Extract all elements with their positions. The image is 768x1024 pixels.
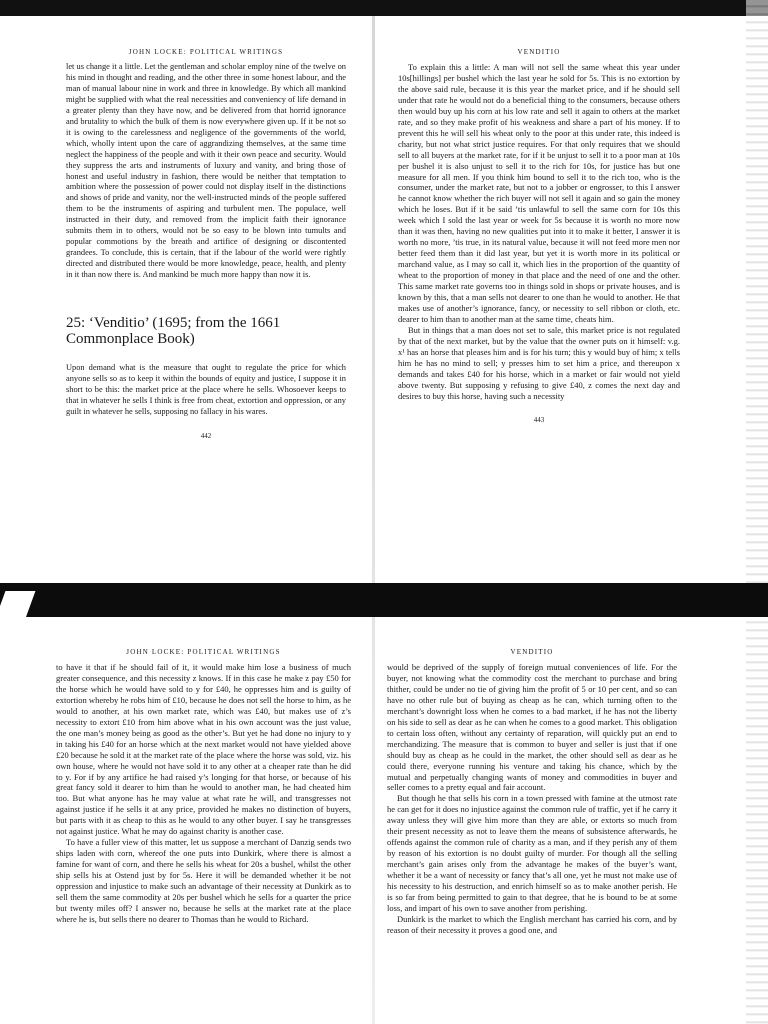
page-body [56, 662, 351, 925]
running-head: JOHN LOCKE: POLITICAL WRITINGS [128, 48, 284, 56]
section-heading: 25: ‘Venditio’ (1695; from the 1661 Commonplace Book) [66, 315, 281, 348]
paragraph: to have it that if he should fail of it, it would make him lose a business of much greater consequence, and this necessity z knows. If in this case he make z pay £50 for the horse which he would have sold to y for £40, he oppresses him and is guilty of extortion whereby he robs him of £10, because he does not sell the horse to him, as he would to another, at his own market rate, which was £40, but makes use of z’s necessity to extort £10 from him above what in his own account was the just value, the one man’s money being as good as the other’s. But yet he had done no injury to y in taking his £40 for an horse which at the next market would not have yielded above £20 because he sold it at the market rate of the place where the horse was sold, viz. his own house, where he would not have sold it to any other at a cheaper rate than he did to y. For if by any artifice he had raised y’s longing for that horse, or because of his great fancy sold it dearer to him than he would to another man, he had cheated him too. But what anyone has he may value at what rate he will, and transgresses not against justice if he sells it at any price, provided he makes no distinction of buyers, but parts with it as cheap to this as he would to any other buyer. I say he transgresses not against justice. What he may do against charity is another case. [56, 662, 351, 837]
paragraph: But though he that sells his corn in a town pressed with famine at the utmost rate he can get for it does no injustice against the common rule of traffic, yet if he carry it away unless they will give him more than they are able, or extorts so much from their present necessity as not to leave them the means of subsistence afterwards, he offends against the common rule of charity as a man, and if they perish any of them by reason of his extortion is no doubt guilty of murder. For though all the selling merchant’s gain arises only from the advantage he makes of the buyer’s want, whether it be a want of necessity or fancy that’s all one, yet he must not make use of his necessity to his destruction, and enrich himself so as to make another perish. He is so far from being permitted to gain to that degree, that he is bound to be at some loss, and impart of his own to save another from perishing. [387, 793, 677, 913]
page-body [387, 662, 677, 936]
page-body [398, 62, 680, 402]
scan-divider-band [0, 583, 768, 617]
paragraph: would be deprived of the supply of foreign mutual conveniences of life. For the buyer, not knowing what the commodity cost the merchant to purchase and bring thither, could be under no tie of giving him the profit of 5 or 10 per cent, and so can have no other rule but of buying as cheap as he can, which turning often to the merchant’s downright loss when he comes to a bad market, if he has not the liberty on his side to sell as dear as he can when he comes to a good market. This obligation to certain loss often, without any certainty of reparation, will quickly put an end to merchandizing. The measure that is common to buyer and seller is just that if one should buy as cheap as he could in the market, the other should sell as dear as he could there, everyone running his venture and taking his chance, which by the mutual and perpetually changing wants of money and commodities in buyer and seller comes to a pretty equal and fair account. [387, 662, 677, 793]
page-443 [398, 40, 680, 560]
paragraph: To explain this a little: A man will not sell the same wheat this year under 10s[hillings] per bushel which the last year he sold for 5s. This is no extortion by the above said rule, because it is this year the market price, and if he should sell under that rate he would not do a beneficial thing to the consumers, because others then would buy up his corn at his low rate and sell it again to others at the market rate, and so they make profit of his weakness and share a part of his money. If to prevent this he will sell his wheat only to the poor at this under rate, this indeed is charity, but not what strict justice requires. For that only requires that we should sell to all buyers at the market rate, for if it be unjust to sell it to a poor man at 10s per bushel it is also unjust to sell it to the rich for 10s, for justice has but one measure for all men. If you think him bound to sell it to the rich too, who is the consumer, under the market rate, but not to a jobber or engrosser, to this I answer he cannot know whether the rich buyer will not sell it again and so gain the money which he loses. But if it be said ’tis unlawful to sell the same corn for 10s this week which I sold the last year or week for 5s because it is worth no more now than it was then, having no new qualities put into it to make it better, I answer it is worth no more, ’tis true, in its natural value, because it will not feed more men nor better feed them than it did last year, but yet it is worth more in its political or marchand value, as I may so call it, which lies in the proportion of the quantity of wheat to the proportion of money in that place and the need of one and the other. This same market rate governs too in things sold in shops or private houses, and is known by this, that a man sells not dearer to one than he would to another. He that makes use of another’s ignorance, fancy, or necessity to sell ribbon or cloth, etc. dearer to him than to another man at the same time, cheats him. [398, 62, 680, 324]
scan-top-border [0, 0, 768, 16]
page-442 [66, 40, 346, 560]
running-head: JOHN LOCKE: POLITICAL WRITINGS [126, 648, 281, 656]
gutter-shadow [372, 16, 375, 1024]
paragraph: let us change it a little. Let the gentleman and scholar employ nine of the twelve on his mind in thought and reading, and the other three in some honest labour, and the man of manual labour nine in work and three in knowledge. By which all mankind might be supplied with what the real necessities and conveniency of life demand in a greater plenty than they have now, and be delivered from that horrid ignorance and brutality to which the bulk of them is now everywhere given up. If it be not so it is owing to the carelessness and negligence of the governments of the world, which, wholly intent upon the care of aggrandizing themselves, at the same time neglect the happiness of the people and with it their own peace and security. Would they suppress the arts and instruments of luxury and vanity, and bring those of honest and useful industry in fashion, there would be neither that temptation to ambition where the possession of power could not display itself in the distinctions and shows of pride and vanity, nor the well-instructed minds of the people suffered them to be the instruments of aspiring and turbulent men. The populace, well instructed in their duty, and removed from the implicit faith their ignorance submits them in to others, would not be so easy to be blown into tumults and popular commotions by the breath and artifice of designing or discontented grandees. To conclude, this is certain, that if the labour of the world were rightly directed and distributed there would be more knowledge, peace, health, and plenty in it than now there is. And mankind be much more happy than now it is. [66, 62, 346, 280]
running-head: VENDITIO [510, 648, 554, 656]
page-445 [387, 640, 677, 1024]
page-edge-right [746, 0, 768, 1024]
paragraph: To have a fuller view of this matter, let us suppose a merchant of Danzig sends two ships laden with corn, whereof the one puts into Dunkirk, where there is almost a famine for want of corn, and there he sells his wheat for 20s a bushel, whilst the other ship sells his at Ostend just by for 5s. Here it will be demanded whether it be not oppression and injustice to make such an advantage of their necessity at Dunkirk as to sell them the same commodity at 20s per bushel which he sells for a quarter the price but twenty miles off? I answer no, because he sells at the market rate at the place where he is, but sells there no dearer to Thomas than he would to Richard. [56, 837, 351, 924]
paragraph: Upon demand what is the measure that ought to regulate the price for which anyone sells so as to keep it within the bounds of equity and justice, I suppose it in short to be this: the market price at the place where he sells. Whosoever keeps to that in whatever he sells I think is free from cheat, extortion and oppression, or any guilt in whatever he sells, supposing no fallacy in his wares. [66, 363, 346, 416]
paragraph: Dunkirk is the market to which the English merchant has carried his corn, and by reason of their necessity it proves a good one, and [387, 913, 677, 935]
paragraph: But in things that a man does not set to sale, this market price is not regulated by that of the next market, but by the value that the owner puts on it himself: v.g. x¹ has an horse that pleases him and is for his turn; this y would buy of him; x tells him he has no mind to sell; y presses him to set him a price, and thereupon x demands and takes £40 for his horse, which in a market or fair would not yield above twenty. But supposing y refusing to give £40, z comes the next day and desires to buy this horse, having such a necessity [398, 324, 680, 401]
page-number: 443 [533, 415, 545, 424]
page-444 [56, 640, 351, 1024]
running-head: VENDITIO [517, 48, 561, 56]
page-number: 442 [200, 431, 212, 440]
page-body [66, 62, 346, 418]
